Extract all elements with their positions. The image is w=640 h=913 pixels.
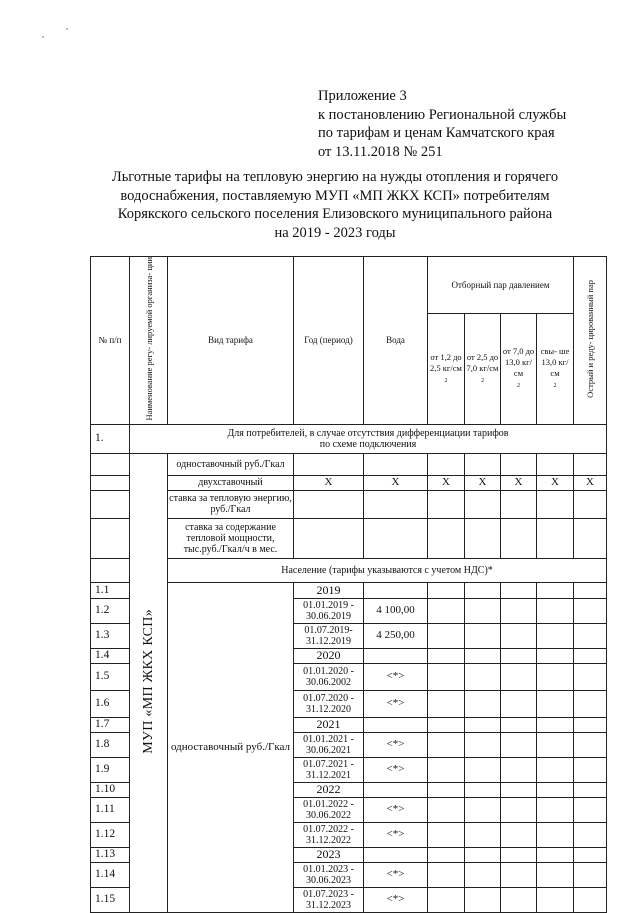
tariff-type: одноставочный руб./Гкал <box>168 582 294 912</box>
row-num: 1.11 <box>91 797 130 822</box>
row-value: <*> <box>364 822 428 847</box>
header-p2: от 2,5 до 7,0 кг/см 2 <box>465 314 501 425</box>
org-cell: МУП «МП ЖКХ КСП» <box>130 453 168 912</box>
row-period: 01.01.2022 - 30.06.2022 <box>294 797 364 822</box>
row-value: <*> <box>364 757 428 782</box>
row-period: 01.01.2019 - 30.06.2019 <box>294 598 364 623</box>
header-p4: свы- ше 13,0 кг/см 2 <box>537 314 574 425</box>
appendix-line: от 13.11.2018 № 251 <box>318 143 443 160</box>
row-num: 1.12 <box>91 822 130 847</box>
row-period: 01.01.2020 - 30.06.2002 <box>294 663 364 690</box>
row-value: <*> <box>364 887 428 912</box>
row-num: 1.3 <box>91 623 130 648</box>
row-value: <*> <box>364 797 428 822</box>
row-period: 2020 <box>294 648 364 663</box>
section-title: Для потребителей, в случае отсутствия дифференциации тарифов по схеме подключения <box>130 424 607 453</box>
row-period: 01.07.2021 - 31.12.2021 <box>294 757 364 782</box>
header-p1: от 1,2 до 2,5 кг/см 2 <box>428 314 465 425</box>
row-period: 2019 <box>294 582 364 598</box>
row-num: 1.10 <box>91 782 130 797</box>
type-one-part: одноставочный руб./Гкал <box>168 453 294 475</box>
row-num: 1.2 <box>91 598 130 623</box>
row-value: <*> <box>364 732 428 757</box>
header-org: Наименование регу- лируемой организа- ции <box>130 257 168 425</box>
row-num: 1.15 <box>91 887 130 912</box>
header-water: Вода <box>364 257 428 425</box>
row-num: 1.5 <box>91 663 130 690</box>
appendix-line: по тарифам и ценам Камчатского края <box>318 125 555 141</box>
row-num: 1.1 <box>91 582 130 598</box>
population-section: Население (тарифы указываются с учетом НДС)* <box>168 558 607 582</box>
row-num: 1.8 <box>91 732 130 757</box>
title-line: Корякского сельского поселения Елизовского муниципального района <box>117 206 553 222</box>
row-value: <*> <box>364 663 428 690</box>
row-num: 1.13 <box>91 847 130 862</box>
row-period: 01.07.2022 - 31.12.2022 <box>294 822 364 847</box>
tariff-table: № п/п Наименование регу- лируемой организа- ции Вид тарифа Год (период) Вода Отборный пар давлением Острый и реду- цированный пар от 1,2 до 2,5 кг/см 2 от 2,5 до 7,0 кг/см 2 от 7,0 до 13,0 кг/см 2 свы- ше 13,0 кг/см 2 1. Для потребителей, в случае отсутствия дифференциации тарифов по схеме подключения МУП «МП ЖКХ КСП» одноставочный руб./Гкал двухставочный X X X X X X X ставка за тепловую энергию, руб./Гкал ставка за содержание тепловой мощности, тыс.руб./Гкал/ч в мес. Население (тарифы указываются с учетом НДС)* 1.1 одноставочный руб./Гкал 2019 1.2 01.01.2019 - 30.06.2019 4 100,00 1.3 01.07.2019- 31.12.2019 4 250,00 1.4 2020 1.5 01.01.2020 - 30.06.2002 <*> 1.6 01.07.2020 - 31.12.2020 <*> 1.7 2021 1.8 01.01.2021 - 30.06.2021 <*> 1.9 01.07.2021 - 31.12.2021 <*> 1.10 2022 1.11 01.01.2022 - 30.06.2022 <*> 1.12 01.07.2022 - 31.12.2022 <*> 1.13 2023 1.14 01.01.2023 - 30.06.2023 <*> 1.15 01.07.2023 - 31.12.2023 <*> <box>90 256 607 913</box>
row-value: 4 100,00 <box>364 598 428 623</box>
type-rate-capacity: ставка за содержание тепловой мощности, тыс.руб./Гкал/ч в мес. <box>168 518 294 558</box>
row-period: 01.01.2023 - 30.06.2023 <box>294 862 364 887</box>
row-period: 01.01.2021 - 30.06.2021 <box>294 732 364 757</box>
row-period: 2022 <box>294 782 364 797</box>
row-value: 4 250,00 <box>364 623 428 648</box>
title-line: водоснабжения, поставляемую МУП «МП ЖКХ КСП» потребителям <box>120 187 550 204</box>
header-sharp: Острый и реду- цированный пар <box>574 257 607 425</box>
header-steam: Отборный пар давлением <box>428 257 574 314</box>
row-period: 01.07.2019- 31.12.2019 <box>294 623 364 648</box>
document-title <box>60 168 610 242</box>
row-value: <*> <box>364 862 428 887</box>
header-year: Год (период) <box>294 257 364 425</box>
appendix-line: к постановлению Региональной службы <box>318 106 567 123</box>
title-line: на 2019 - 2023 годы <box>274 224 396 241</box>
row-period: 01.07.2020 - 31.12.2020 <box>294 690 364 717</box>
header-num: № п/п <box>91 257 130 425</box>
title-line: Льготные тарифы на тепловую энергию на нужды отопления и горячего <box>111 169 559 185</box>
type-rate-energy: ставка за тепловую энергию, руб./Гкал <box>168 490 294 518</box>
row-num: 1.7 <box>91 717 130 732</box>
type-two-part: двухставочный <box>168 475 294 490</box>
header-p3: от 7,0 до 13,0 кг/см 2 <box>501 314 537 425</box>
row-period: 2023 <box>294 847 364 862</box>
row-num: 1.4 <box>91 648 130 663</box>
section-num: 1. <box>91 424 130 453</box>
header-type: Вид тарифа <box>168 257 294 425</box>
row-num: 1.14 <box>91 862 130 887</box>
scan-speck <box>42 36 44 38</box>
row-period: 01.07.2023 - 31.12.2023 <box>294 887 364 912</box>
scan-speck <box>66 28 68 30</box>
row-period: 2021 <box>294 717 364 732</box>
row-num: 1.6 <box>91 690 130 717</box>
row-value: <*> <box>364 690 428 717</box>
appendix-header <box>318 87 628 161</box>
row-num: 1.9 <box>91 757 130 782</box>
appendix-line: Приложение 3 <box>318 88 407 104</box>
